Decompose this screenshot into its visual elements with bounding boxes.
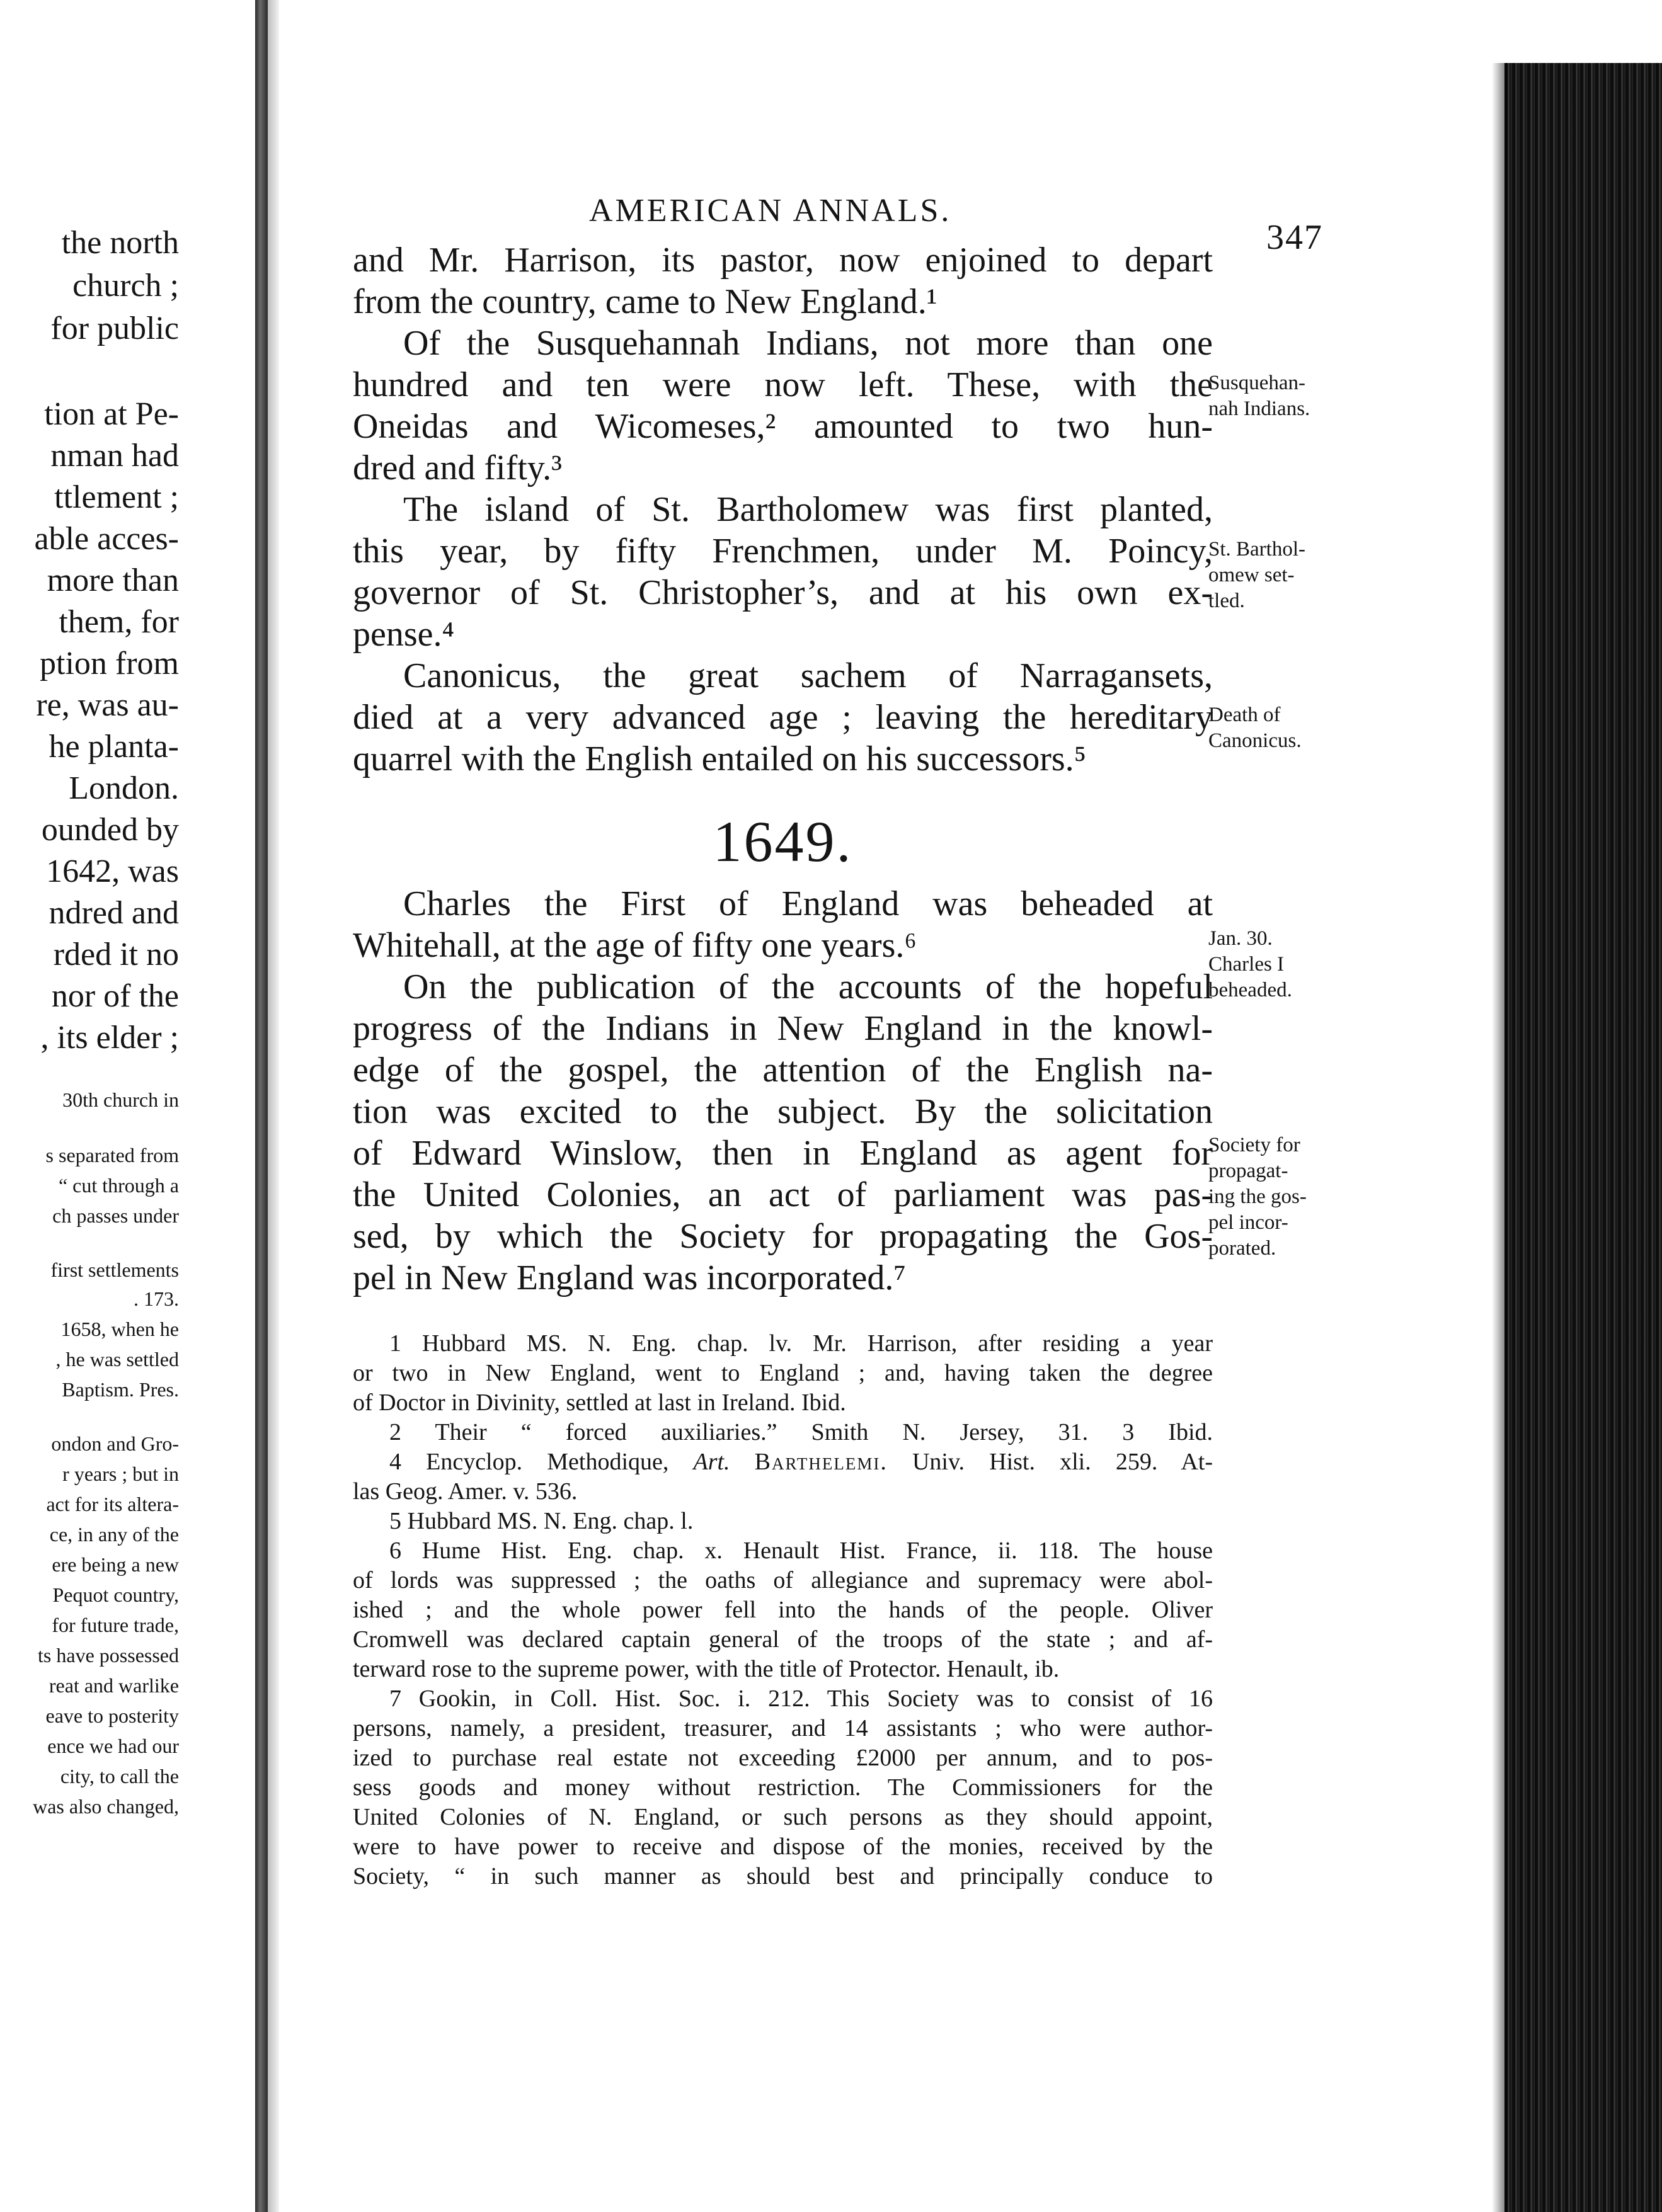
footnote-text: Univ. Hist. xli. 259. At- xyxy=(887,1449,1213,1475)
body-line: governor of St. Christopher’s, and at his own ex- xyxy=(353,573,1213,612)
left-page-line: more than xyxy=(47,562,179,598)
body-line: Canonicus, the great sachem of Narragansets, xyxy=(403,656,1213,695)
gutter-shadow xyxy=(268,0,279,2212)
footnote-line: ished ; and the whole power fell into the hands of the people. Oliver xyxy=(353,1597,1213,1623)
margin-note-line: propagat- xyxy=(1208,1160,1288,1182)
footnote-small-caps: Barthelemi. xyxy=(754,1449,888,1475)
left-page-line: for public xyxy=(50,311,179,346)
body-line: edge of the gospel, the attention of the English na- xyxy=(353,1051,1213,1090)
left-page-line: ce, in any of the xyxy=(49,1523,179,1546)
page-edge-shadow xyxy=(1492,63,1507,2212)
left-page-line: for future trade, xyxy=(52,1614,179,1636)
left-page-line: 30th church in xyxy=(62,1088,179,1111)
margin-note-line: Canonicus. xyxy=(1208,729,1302,752)
body-line: of Edward Winslow, then in England as agent for xyxy=(353,1134,1213,1173)
margin-note-charles xyxy=(1208,926,1344,1003)
left-page-line: the north xyxy=(61,225,179,261)
body-line: Oneidas and Wicomeses,² amounted to two hun- xyxy=(353,407,1213,446)
margin-note-line: St. Barthol- xyxy=(1208,538,1305,561)
body-line: tion was excited to the subject. By the solicitation xyxy=(353,1092,1213,1131)
footnote-italic: Art. xyxy=(693,1449,730,1475)
footnote-line: of Doctor in Divinity, settled at last in Ireland. Ibid. xyxy=(353,1389,846,1416)
margin-note-line: nah Indians. xyxy=(1208,397,1310,420)
left-page-line: ch passes under xyxy=(52,1204,179,1227)
margin-note-line: Charles I xyxy=(1208,953,1285,976)
left-page-line: them, for xyxy=(59,604,179,640)
footnote-line: 1 Hubbard MS. N. Eng. chap. lv. Mr. Harrison, after residing a year xyxy=(389,1330,1213,1357)
left-page-line: s separated from xyxy=(45,1144,179,1166)
left-page-line: he planta- xyxy=(49,729,179,765)
body-line: progress of the Indians in New England in the knowl- xyxy=(353,1009,1213,1048)
running-head: AMERICAN ANNALS. xyxy=(589,193,952,229)
left-page-line: rded it no xyxy=(53,937,179,972)
footnote-line: ized to purchase real estate not exceeding £2000 per annum, and to pos- xyxy=(353,1745,1213,1771)
body-line: Whitehall, at the age of fifty one years.⁶ xyxy=(353,926,917,965)
left-page-line: re, was au- xyxy=(36,687,179,723)
body-line: from the country, came to New England.¹ xyxy=(353,282,937,321)
left-page-line: London. xyxy=(69,770,179,806)
left-page-line: , its elder ; xyxy=(40,1020,179,1056)
left-page-line: ondon and Gro- xyxy=(51,1432,179,1455)
footnote-line: terward rose to the supreme power, with the title of Protector. Henault, ib. xyxy=(353,1656,1060,1682)
left-page-line: ption from xyxy=(40,646,179,681)
margin-note-line: beheaded. xyxy=(1208,979,1292,1001)
book-gutter xyxy=(255,0,268,2212)
margin-note-line: omew set- xyxy=(1208,564,1295,586)
body-line: quarrel with the English entailed on his successors.⁵ xyxy=(353,739,1087,778)
margin-note-line: pel incor- xyxy=(1208,1211,1288,1234)
left-page-line: “ cut through a xyxy=(58,1174,179,1197)
body-line: the United Colonies, an act of parliament was pas- xyxy=(353,1175,1213,1214)
footnote-line: 7 Gookin, in Coll. Hist. Soc. i. 212. This Society was to consist of 16 xyxy=(389,1685,1213,1712)
body-line: died at a very advanced age ; leaving the hereditary xyxy=(353,698,1213,737)
footnote-line: Cromwell was declared captain general of the troops of the state ; and af- xyxy=(353,1626,1213,1653)
margin-note-line: Jan. 30. xyxy=(1208,927,1273,950)
body-line: Charles the First of England was beheaded at xyxy=(403,884,1213,923)
left-page-line: tion at Pe- xyxy=(44,396,179,432)
body-line: dred and fifty.³ xyxy=(353,448,562,487)
margin-note-society xyxy=(1208,1132,1344,1262)
footnote-line: Society, “ in such manner as should best and principally conduce to xyxy=(353,1863,1213,1890)
main-text xyxy=(353,239,1213,1891)
footnote-text: 4 Encyclop. Methodique, xyxy=(389,1449,694,1475)
left-page-line: nor of the xyxy=(51,978,179,1014)
body-line: On the publication of the accounts of the hopeful xyxy=(403,967,1213,1006)
body-line: this year, by fifty Frenchmen, under M. Poincy, xyxy=(353,532,1213,571)
left-page-line: Pequot country, xyxy=(52,1583,179,1606)
left-page-line: , he was settled xyxy=(55,1348,179,1371)
footnotes xyxy=(353,1329,1213,1891)
margin-note-line: ing the gos- xyxy=(1208,1185,1307,1208)
body-line: hundred and ten were now left. These, with the xyxy=(353,365,1213,404)
margin-note-line: porated. xyxy=(1208,1237,1276,1260)
left-page-line: r years ; but in xyxy=(62,1462,179,1485)
left-page-line: 1642, was xyxy=(46,853,179,889)
margin-note-line: Society for xyxy=(1208,1134,1300,1156)
body-line: pense.⁴ xyxy=(353,615,455,654)
left-page-line: ttlement ; xyxy=(54,479,179,515)
left-page-line: ndred and xyxy=(49,895,179,931)
margin-note-line: Susquehan- xyxy=(1208,372,1305,394)
left-page-line: able acces- xyxy=(34,521,179,557)
left-page-line: 1658, when he xyxy=(60,1318,179,1340)
footnote-line: sess goods and money without restriction. The Commissioners for the xyxy=(353,1774,1213,1801)
body-line: and Mr. Harrison, its pastor, now enjoined to depart xyxy=(353,241,1213,280)
footnote-line: 5 Hubbard MS. N. Eng. chap. l. xyxy=(389,1508,694,1534)
footnote-line: or two in New England, went to England ; and, having taken the degree xyxy=(353,1360,1213,1386)
body-line: sed, by which the Society for propagating the Gos- xyxy=(353,1217,1213,1256)
left-page-line: reat and warlike xyxy=(49,1674,179,1697)
footnote-line: were to have power to receive and dispose of the monies, received by the xyxy=(353,1833,1213,1860)
left-page-line: ence we had our xyxy=(47,1735,179,1757)
margin-note-line: Death of xyxy=(1208,704,1281,726)
margin-note-canonicus xyxy=(1208,702,1344,754)
page-number: 347 xyxy=(1266,218,1323,257)
footnote-line: of lords was suppressed ; the oaths of allegiance and supremacy were abol- xyxy=(353,1567,1213,1593)
left-page-line: eave to posterity xyxy=(45,1704,179,1727)
left-page-line: . 173. xyxy=(134,1287,179,1310)
page-edges xyxy=(1504,63,1662,2212)
body-line: The island of St. Bartholomew was first planted, xyxy=(403,490,1213,529)
margin-note-susquehannah xyxy=(1208,370,1344,422)
left-page-line: was also changed, xyxy=(33,1795,179,1818)
footnote-line: persons, namely, a president, treasurer, and 14 assistants ; who were author- xyxy=(353,1715,1213,1742)
footnote-line: las Geog. Amer. v. 536. xyxy=(353,1478,578,1505)
left-page-line: act for its altera- xyxy=(46,1493,179,1515)
left-page-line: Baptism. Pres. xyxy=(62,1378,179,1401)
footnote-line: 6 Hume Hist. Eng. chap. x. Henault Hist. France, ii. 118. The house xyxy=(389,1537,1213,1564)
left-page-line: ts have possessed xyxy=(38,1644,179,1667)
year-heading: 1649. xyxy=(713,809,853,874)
footnote-line xyxy=(353,1447,1213,1477)
margin-note-line: tled. xyxy=(1208,590,1245,612)
left-page-line: ere being a new xyxy=(52,1553,179,1576)
left-page-line: city, to call the xyxy=(60,1765,179,1787)
left-page-line: first settlements xyxy=(50,1258,179,1281)
footnote-line: 2 Their “ forced auxiliaries.” Smith N. Jersey, 31. 3 Ibid. xyxy=(389,1419,1213,1445)
margin-note-st-bartholomew xyxy=(1208,537,1344,614)
left-page-line: nman had xyxy=(50,438,179,474)
left-page-fragment xyxy=(0,220,183,2173)
body-line: Of the Susquehannah Indians, not more than one xyxy=(403,324,1213,363)
footnote-line: United Colonies of N. England, or such persons as they should appoint, xyxy=(353,1804,1213,1830)
left-page-line: ounded by xyxy=(41,812,179,848)
body-line: pel in New England was incorporated.⁷ xyxy=(353,1258,906,1297)
left-page-line: church ; xyxy=(72,268,179,304)
